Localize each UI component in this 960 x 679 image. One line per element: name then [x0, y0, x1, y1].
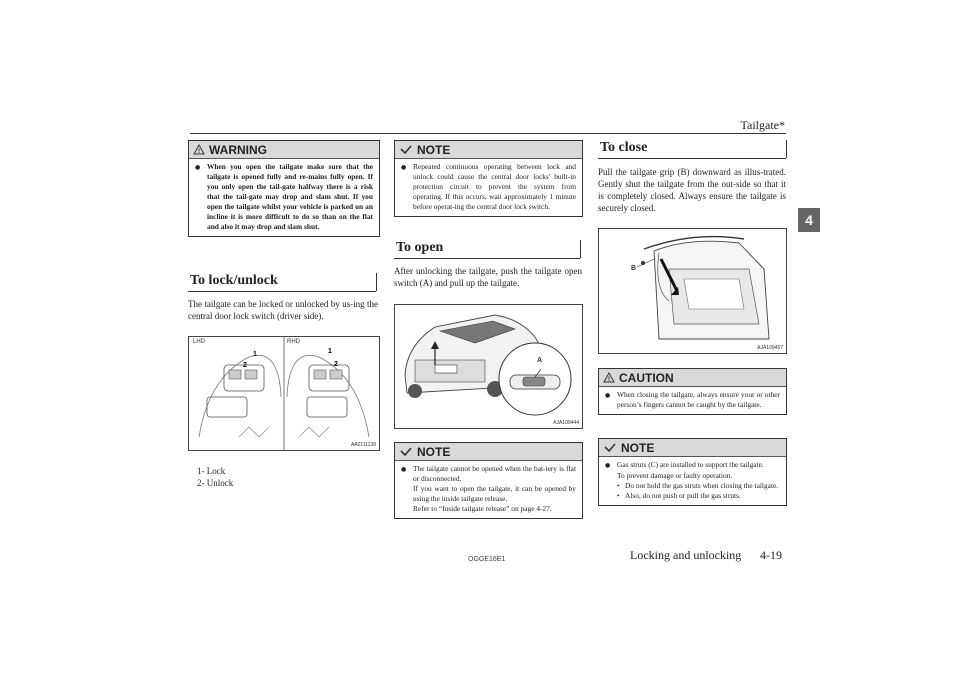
footer-section-label: Locking and unlocking: [630, 548, 742, 562]
note-3-line-2: To prevent damage or faulty operation.: [617, 471, 733, 480]
legend-item-unlock: 2- Unlock: [197, 478, 234, 488]
caution-triangle-icon: [603, 372, 615, 383]
callout-a: A: [537, 357, 543, 364]
bullet-icon: ●: [195, 164, 201, 171]
svg-text:!: !: [608, 377, 610, 383]
tailgate-close-figure: [598, 228, 787, 354]
warning-heading: WARNING: [209, 142, 267, 157]
footer-doc-code: OGGE16E1: [468, 556, 506, 563]
header-rule: [190, 133, 786, 134]
section-rule-tail: [376, 273, 377, 291]
note-header: [395, 141, 582, 159]
note-icon: [399, 144, 413, 155]
figure-code: AJA109457: [757, 345, 783, 351]
legend-item-lock: 1- Lock: [197, 466, 226, 476]
section-rule-tail: [786, 140, 787, 158]
note-3-text: Gas struts (C) are installed to support the tailgate.: [617, 460, 764, 469]
note-heading: NOTE: [417, 444, 451, 459]
caution-box: [598, 368, 787, 415]
to-close-paragraph: Pull the tailgate grip (B) downward as illus-trated. Gently shut the tailgate from the out-side so that it is completely closed. Always ensure the tailgate is securely closed.: [598, 167, 786, 213]
svg-text:2: 2: [243, 362, 247, 369]
figure-code: AJA109444: [553, 420, 579, 426]
section-heading-to-close: To close: [600, 140, 648, 155]
note-icon: [399, 446, 413, 457]
note-icon: [603, 442, 617, 453]
tailgate-open-illustration: [395, 305, 582, 428]
figure-label-rhd: RHD: [287, 339, 300, 345]
lock-unlock-paragraph: The tailgate can be locked or unlocked by us-ing the central door lock switch (driver side).: [188, 299, 378, 321]
sub-bullet-icon: •: [617, 491, 620, 500]
running-header-title: Tailgate*: [740, 118, 785, 132]
caution-header: [599, 369, 786, 387]
callout-b: B: [631, 265, 637, 272]
warning-triangle-icon: [193, 144, 205, 155]
figure-code: AA0111138: [350, 442, 376, 448]
lock-legend: [197, 465, 233, 489]
svg-text:1: 1: [253, 351, 257, 358]
caution-heading: CAUTION: [619, 370, 674, 385]
note-heading: NOTE: [621, 440, 655, 455]
warning-header: [189, 141, 379, 159]
warning-text: When you open the tailgate make sure that the tailgate is opened fully and re-mains fully open. If you only open the tail-gate halfway there is a risk that the tail-gate may drop and slam shut. If you open the tailgate whilst your vehicle is parked on an incline it is more difficult to do so than on the flat and also it may drop and slam shut.: [207, 162, 373, 231]
section-rule: [188, 291, 376, 292]
bullet-icon: ●: [605, 392, 611, 399]
sub-bullet-icon: •: [617, 481, 620, 490]
section-rule: [394, 258, 580, 259]
section-rule-tail: [580, 240, 581, 258]
warning-box: [188, 140, 380, 237]
note-2-line-3: Refer to “Inside tailgate release” on page 4-27.: [413, 504, 552, 513]
note-heading: NOTE: [417, 142, 451, 157]
tailgate-open-figure: [394, 304, 583, 429]
lock-switch-figure: [188, 336, 380, 451]
note-3-sub-1: Do not hold the gas struts when closing the tailgate.: [625, 481, 779, 490]
note-header: [395, 443, 582, 461]
tailgate-close-illustration: [599, 229, 786, 353]
note-box-2: [394, 442, 583, 519]
note-1-text: Repeated continuous operating between lock and unlock could cause the central door locks' built-in protection circuit to prevent the system from operating. If this occurs, wait approximately 1 minute before operat-ing the central door lock switch.: [413, 162, 576, 211]
section-heading-lock-unlock: To lock/unlock: [190, 273, 278, 288]
caution-text: When closing the tailgate, always ensure your or other person’s fingers cannot be caught by the tailgate.: [617, 390, 780, 409]
chapter-tab: 4: [798, 208, 820, 232]
svg-text:!: !: [198, 149, 200, 155]
section-rule: [598, 158, 786, 159]
note-box-1: [394, 140, 583, 217]
bullet-icon: ●: [605, 462, 611, 469]
svg-text:2: 2: [334, 361, 338, 368]
to-open-paragraph: After unlocking the tailgate, push the tailgate open switch (A) and pull up the tailgate.: [394, 266, 582, 288]
svg-text:1: 1: [328, 348, 332, 355]
note-2-line-2: If you want to open the tailgate, it can be opened by using the inside tailgate release.: [413, 484, 576, 503]
note-box-3: [598, 438, 787, 506]
note-3-sub-2: Also, do not push or pull the gas struts.: [625, 491, 741, 500]
lock-switch-illustration: [189, 337, 379, 450]
bullet-icon: ●: [401, 164, 407, 171]
figure-label-lhd: LHD: [193, 339, 206, 345]
footer-page-number: 4-19: [760, 548, 782, 562]
note-header: [599, 439, 786, 457]
note-2-text: The tailgate cannot be opened when the bat-tery is flat or disconnected.: [413, 464, 576, 483]
section-heading-to-open: To open: [396, 240, 444, 255]
bullet-icon: ●: [401, 466, 407, 473]
